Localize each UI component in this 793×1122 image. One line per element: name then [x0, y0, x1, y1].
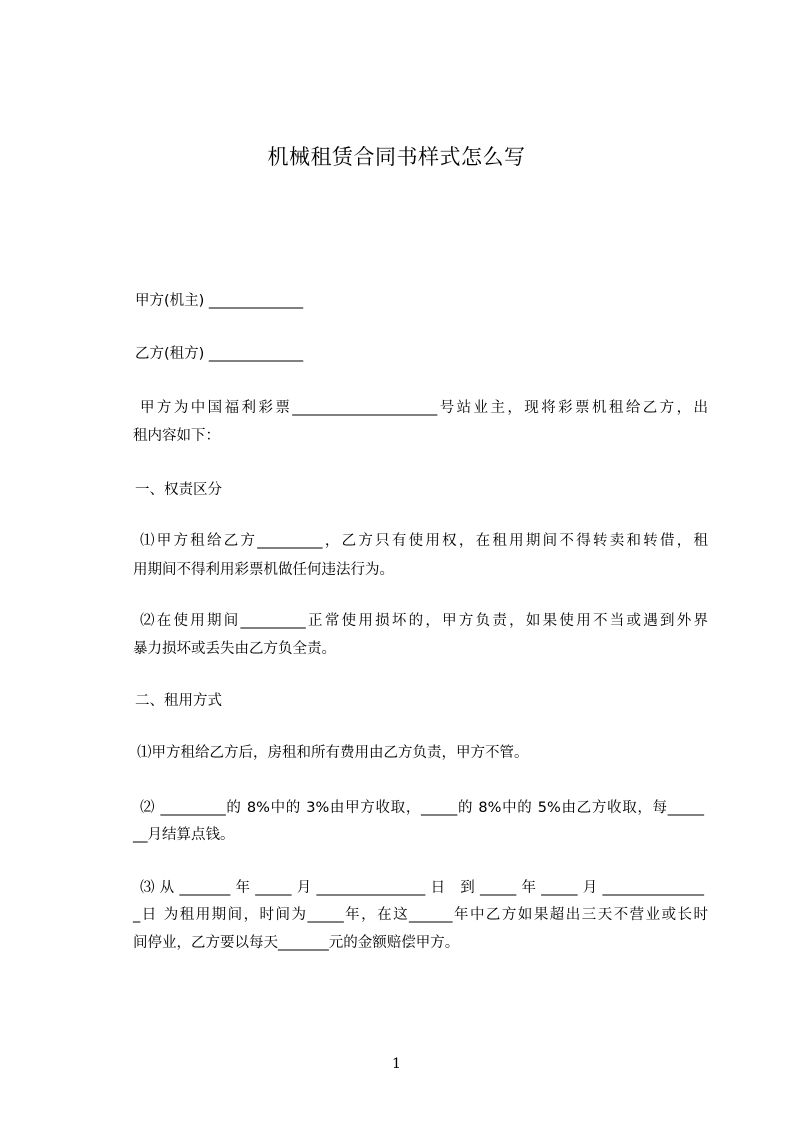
intro-line-2: 租内容如下：: [133, 428, 220, 444]
section1-item1-line-2: 用期间不得利用彩票机做任何违法行为。: [133, 562, 394, 578]
section2-heading: 二、租用方式: [135, 693, 222, 709]
section1-item2-line-2: 暴力损坏或丢失由乙方负全责。: [133, 641, 336, 657]
section1-item1-line-1: ⑴甲方租给乙方_________，乙方只有使用权，在租用期间不得转卖和转借，租: [140, 533, 708, 549]
section1-item2-line-1: ⑵在使用期间_________正常使用损坏的，甲方负责，如果使用不当或遇到外界: [140, 613, 708, 629]
party-b-line: 乙方(租方) _____________: [135, 346, 304, 362]
party-a-line: 甲方(机主) _____________: [135, 293, 304, 309]
section2-item3-line-2: _日 为租用期间，时间为_____年，在这______年中乙方如果超出三天不营业或长时: [133, 907, 708, 923]
section2-item1: ⑴甲方租给乙方后，房租和所有费用由乙方负责，甲方不管。: [137, 745, 529, 761]
section2-item2-line-2: __月结算点钱。: [133, 827, 235, 843]
section2-item2-line-1: ⑵ _________的 8%中的 3%由甲方收取，_____的 8%中的 5%由乙方收取，每_____: [140, 800, 704, 816]
section1-heading: 一、权责区分: [135, 482, 222, 498]
section2-item3-line-3: 间停业，乙方要以每天_______元的金额赔偿甲方。: [133, 935, 460, 951]
intro-line-1: 甲方为中国福利彩票____________________号站业主，现将彩票机租给乙方，出: [140, 400, 708, 416]
section2-item3-line-1: ⑶从_______年_____月_______________日 到_____年_____月______________: [140, 880, 704, 896]
document-title: 机械租赁合同书样式怎么写: [267, 145, 526, 169]
page-number: 1: [392, 1056, 401, 1072]
